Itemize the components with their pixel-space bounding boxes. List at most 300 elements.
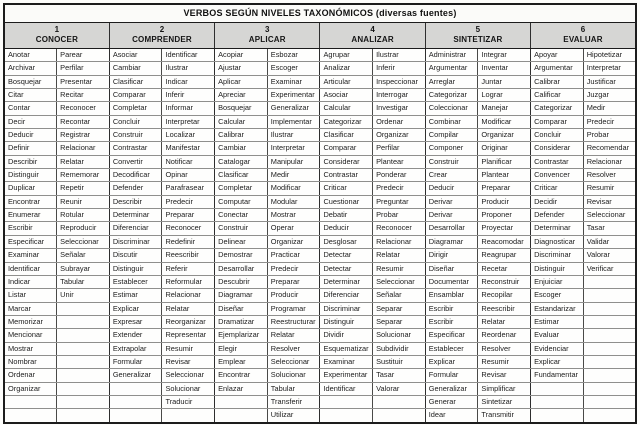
level-label: COMPRENDER (132, 35, 192, 44)
verb-cell: Estimar (109, 289, 162, 302)
verb-cell: Justificar (583, 75, 636, 88)
verb-cell: Ejemplarizar (215, 329, 268, 342)
verb-cell: Preparar (478, 182, 531, 195)
verb-cell: Escoger (267, 62, 320, 75)
verb-cell: Organizar (4, 382, 57, 395)
verb-cell: Traducir (162, 395, 215, 408)
verb-cell (583, 342, 636, 355)
verb-cell: Mencionar (4, 329, 57, 342)
verb-cell: Valorar (373, 382, 426, 395)
verb-row (4, 355, 636, 368)
verb-cell (583, 289, 636, 302)
verb-cell: Organizar (267, 235, 320, 248)
verb-cell: Anotar (4, 49, 57, 62)
verb-cell: Enlazar (215, 382, 268, 395)
verb-cell (162, 409, 215, 423)
verb-cell: Describir (4, 155, 57, 168)
verb-cell: Reconocer (162, 222, 215, 235)
verb-row (4, 75, 636, 88)
verb-cell: Solucionar (373, 329, 426, 342)
verb-cell (57, 329, 110, 342)
verb-cell: Parafrasear (162, 182, 215, 195)
verb-cell: Escribir (425, 302, 478, 315)
verb-cell: Reorganizar (162, 315, 215, 328)
verb-row (4, 369, 636, 382)
verb-cell: Elegir (215, 342, 268, 355)
verb-cell: Solucionar (267, 369, 320, 382)
verb-row (4, 182, 636, 195)
verb-cell: Considerar (531, 142, 584, 155)
verb-cell: Señalar (373, 289, 426, 302)
verb-cell: Demostrar (215, 249, 268, 262)
verb-cell: Unir (57, 289, 110, 302)
verb-row (4, 115, 636, 128)
verb-cell: Establecer (109, 275, 162, 288)
verb-cell: Generalizar (425, 382, 478, 395)
verb-cell: Verificar (583, 262, 636, 275)
verb-cell: Recopilar (478, 289, 531, 302)
verb-cell: Encontrar (4, 195, 57, 208)
verb-cell: Reescribir (162, 249, 215, 262)
verb-cell: Determinar (320, 275, 373, 288)
verb-cell: Manifestar (162, 142, 215, 155)
verb-cell (57, 382, 110, 395)
verb-row (4, 409, 636, 423)
verb-cell: Modificar (267, 182, 320, 195)
verb-cell: Resumir (162, 342, 215, 355)
level-number: 4 (370, 25, 375, 34)
verb-row (4, 142, 636, 155)
verb-cell: Programar (267, 302, 320, 315)
verb-cell: Manipular (267, 155, 320, 168)
verb-cell: Ajustar (215, 62, 268, 75)
verb-cell: Escribir (425, 315, 478, 328)
verb-cell: Descubrir (215, 275, 268, 288)
verb-cell: Escoger (531, 289, 584, 302)
verb-cell (583, 275, 636, 288)
verb-cell: Rememorar (57, 169, 110, 182)
verb-cell: Administrar (425, 49, 478, 62)
verb-cell: Experimentar (320, 369, 373, 382)
verb-cell: Representar (162, 329, 215, 342)
verb-cell: Predecir (162, 195, 215, 208)
verb-cell: Cambiar (109, 62, 162, 75)
verb-cell: Probar (373, 209, 426, 222)
verb-cell: Contrastar (109, 142, 162, 155)
verb-cell: Señalar (57, 249, 110, 262)
verb-cell (583, 369, 636, 382)
verb-cell: Mostrar (267, 209, 320, 222)
verb-cell (57, 342, 110, 355)
verb-cell: Contar (4, 102, 57, 115)
verb-cell: Desarrollar (425, 222, 478, 235)
verb-cell: Diagramar (425, 235, 478, 248)
verb-cell: Diagramar (215, 289, 268, 302)
verb-row (4, 89, 636, 102)
verb-row (4, 395, 636, 408)
verb-cell: Convertir (109, 155, 162, 168)
verb-cell: Compilar (425, 129, 478, 142)
level-header-evaluar (531, 23, 636, 49)
level-header-row (4, 23, 636, 49)
verb-cell: Bosquejar (215, 102, 268, 115)
verb-cell: Determinar (531, 222, 584, 235)
verb-cell: Esbozar (267, 49, 320, 62)
verb-cell: Interpretar (583, 62, 636, 75)
verb-cell: Decir (4, 115, 57, 128)
verb-cell: Desarrollar (215, 262, 268, 275)
level-header-aplicar (215, 23, 320, 49)
verb-cell (373, 395, 426, 408)
verb-cell: Repetir (57, 182, 110, 195)
verb-cell: Experimentar (267, 89, 320, 102)
verb-cell: Relacionar (583, 155, 636, 168)
verb-row (4, 275, 636, 288)
verb-cell: Analizar (320, 62, 373, 75)
verb-cell: Deducir (425, 182, 478, 195)
verb-cell: Criticar (531, 182, 584, 195)
verb-cell: Defender (531, 209, 584, 222)
verb-cell: Resolver (583, 169, 636, 182)
verb-cell: Decidir (531, 195, 584, 208)
verb-cell: Evaluar (531, 329, 584, 342)
verb-cell: Deducir (320, 222, 373, 235)
verb-cell: Distinguir (531, 262, 584, 275)
verb-cell: Ensamblar (425, 289, 478, 302)
verb-cell: Resumir (583, 182, 636, 195)
verb-cell (57, 355, 110, 368)
verb-cell: Predecir (583, 115, 636, 128)
verb-cell: Comparar (109, 89, 162, 102)
verb-cell: Diferenciar (109, 222, 162, 235)
verb-cell: Encontrar (215, 369, 268, 382)
verb-cell: Examinar (267, 75, 320, 88)
verb-cell: Contrastar (320, 169, 373, 182)
verb-cell: Conectar (215, 209, 268, 222)
verb-cell: Discriminar (531, 249, 584, 262)
verb-cell: Subdividir (373, 342, 426, 355)
verb-cell: Crear (425, 169, 478, 182)
verb-cell: Explicar (109, 302, 162, 315)
verb-cell: Producir (267, 289, 320, 302)
verb-cell: Indicar (162, 75, 215, 88)
verb-cell: Determinar (109, 209, 162, 222)
verb-cell: Relatar (162, 302, 215, 315)
verb-cell: Probar (583, 129, 636, 142)
verb-cell: Proponer (478, 209, 531, 222)
verb-cell: Revisar (583, 195, 636, 208)
verb-cell: Reacomodar (478, 235, 531, 248)
verb-cell: Ordenar (373, 115, 426, 128)
verb-cell: Valorar (583, 249, 636, 262)
verb-cell (583, 355, 636, 368)
verb-row (4, 49, 636, 62)
verb-cell: Decodificar (109, 169, 162, 182)
verb-cell: Distinguir (109, 262, 162, 275)
verb-cell: Completar (109, 102, 162, 115)
verb-cell (531, 409, 584, 423)
level-label: APLICAR (248, 35, 286, 44)
verb-row (4, 289, 636, 302)
verb-cell: Dirigir (425, 249, 478, 262)
verb-cell (583, 409, 636, 423)
verb-row (4, 315, 636, 328)
verb-cell: Solucionar (162, 382, 215, 395)
table-title: VERBOS SEGÚN NIVELES TAXONÓMICOS (diversas fuentes) (4, 4, 636, 23)
level-label: ANALIZAR (351, 35, 394, 44)
verb-cell: Diseñar (425, 262, 478, 275)
verb-cell: Contrastar (531, 155, 584, 168)
verb-cell: Modificar (478, 115, 531, 128)
verb-cell: Construir (109, 129, 162, 142)
verb-cell: Listar (4, 289, 57, 302)
verb-cell: Transferir (267, 395, 320, 408)
verb-cell (57, 395, 110, 408)
verb-cell: Parear (57, 49, 110, 62)
verb-cell: Mostrar (4, 342, 57, 355)
verb-cell (583, 395, 636, 408)
verb-cell: Enumerar (4, 209, 57, 222)
verb-cell: Nombrar (4, 355, 57, 368)
verb-cell: Asociar (320, 89, 373, 102)
verb-cell: Clasificar (215, 169, 268, 182)
verb-cell: Formular (425, 369, 478, 382)
verb-cell: Tasar (583, 222, 636, 235)
verb-cell: Diagnosticar (531, 235, 584, 248)
verb-cell: Opinar (162, 169, 215, 182)
verb-cell: Archivar (4, 62, 57, 75)
level-header-analizar (320, 23, 425, 49)
verb-cell: Construir (425, 155, 478, 168)
verb-cell: Asociar (109, 49, 162, 62)
verb-cell: Especificar (4, 235, 57, 248)
verb-cell: Estandarizar (531, 302, 584, 315)
level-number: 6 (580, 25, 586, 34)
verb-cell: Articular (320, 75, 373, 88)
level-header-sintetizar (425, 23, 530, 49)
verb-cell (4, 409, 57, 423)
verb-cell: Apoyar (531, 49, 584, 62)
verb-cell: Revisar (478, 369, 531, 382)
verb-cell: Calcular (320, 102, 373, 115)
verb-cell: Preparar (162, 209, 215, 222)
verb-cell: Operar (267, 222, 320, 235)
verb-cell: Reestructurar (267, 315, 320, 328)
verb-cell: Integrar (478, 49, 531, 62)
verb-cell: Inferir (162, 89, 215, 102)
verb-cell: Criticar (320, 182, 373, 195)
verb-cell: Utilizar (267, 409, 320, 423)
verb-cell (57, 315, 110, 328)
verb-cell: Resumir (373, 262, 426, 275)
verb-cell: Resolver (267, 342, 320, 355)
verb-cell: Perfilar (57, 62, 110, 75)
verb-row (4, 195, 636, 208)
verb-cell: Interpretar (267, 142, 320, 155)
verb-cell: Discriminar (320, 302, 373, 315)
verb-cell: Inventar (478, 62, 531, 75)
verb-cell (373, 409, 426, 423)
verb-cell: Ponderar (373, 169, 426, 182)
verb-cell: Detectar (320, 262, 373, 275)
verb-row (4, 129, 636, 142)
verb-cell: Organizar (478, 129, 531, 142)
verb-cell: Ilustrar (162, 62, 215, 75)
verb-cell: Evidenciar (531, 342, 584, 355)
verb-cell: Ilustrar (267, 129, 320, 142)
verb-cell: Escribir (4, 222, 57, 235)
verb-cell: Recomendar (583, 142, 636, 155)
verb-cell: Argumentar (425, 62, 478, 75)
level-label: SINTETIZAR (453, 35, 503, 44)
level-number: 1 (54, 25, 60, 34)
verb-cell: Relacionar (162, 289, 215, 302)
verb-cell: Diferenciar (320, 289, 373, 302)
level-label: CONOCER (35, 35, 79, 44)
verb-cell: Coleccionar (425, 102, 478, 115)
verb-cell: Reunir (57, 195, 110, 208)
verb-cell: Desglosar (320, 235, 373, 248)
verb-cell: Revisar (162, 355, 215, 368)
verb-cell: Recontar (57, 115, 110, 128)
verb-cell: Reconocer (57, 102, 110, 115)
verb-cell: Esquematizar (320, 342, 373, 355)
verb-cell: Juntar (478, 75, 531, 88)
verb-cell: Categorizar (531, 102, 584, 115)
verb-cell: Computar (215, 195, 268, 208)
verb-cell: Duplicar (4, 182, 57, 195)
verb-cell: Reformular (162, 275, 215, 288)
verb-cell: Notificar (162, 155, 215, 168)
verb-cell: Deducir (4, 129, 57, 142)
verb-cell: Reescribir (478, 302, 531, 315)
verb-cell (57, 409, 110, 423)
verb-cell: Implementar (267, 115, 320, 128)
verb-cell: Subrayar (57, 262, 110, 275)
verb-cell: Examinar (320, 355, 373, 368)
verb-cell: Formular (109, 355, 162, 368)
verb-cell: Enjuiciar (531, 275, 584, 288)
verb-cell: Indicar (4, 275, 57, 288)
verb-row (4, 209, 636, 222)
verb-cell: Argumentar (531, 62, 584, 75)
verb-row (4, 235, 636, 248)
level-header-comprender (109, 23, 214, 49)
verb-cell: Examinar (4, 249, 57, 262)
verb-cell: Recetar (478, 262, 531, 275)
verb-cell: Relatar (57, 155, 110, 168)
verb-cell: Fundamentar (531, 369, 584, 382)
verb-cell: Investigar (373, 102, 426, 115)
verb-cell: Redefinir (162, 235, 215, 248)
verb-cell: Derivar (425, 209, 478, 222)
verb-cell: Cambiar (215, 142, 268, 155)
verb-cell: Tabular (57, 275, 110, 288)
verb-cell: Perfilar (373, 142, 426, 155)
verb-cell: Acopiar (215, 49, 268, 62)
verb-cell: Reconstruir (478, 275, 531, 288)
level-label: EVALUAR (563, 35, 603, 44)
verb-row (4, 62, 636, 75)
title-row (4, 4, 636, 23)
taxonomy-verbs-table (3, 3, 637, 424)
verb-cell (583, 315, 636, 328)
verb-cell: Concluir (531, 129, 584, 142)
verb-cell: Juzgar (583, 89, 636, 102)
verb-cell: Extrapolar (109, 342, 162, 355)
verb-cell: Construir (215, 222, 268, 235)
verb-row (4, 102, 636, 115)
verb-cell: Categorizar (425, 89, 478, 102)
verb-cell: Separar (373, 315, 426, 328)
level-number: 3 (265, 25, 270, 34)
verb-row (4, 169, 636, 182)
verb-cell: Catalogar (215, 155, 268, 168)
verb-cell: Cuestionar (320, 195, 373, 208)
verb-cell: Derivar (425, 195, 478, 208)
verb-cell: Reconocer (373, 222, 426, 235)
verb-cell (4, 395, 57, 408)
verb-cell: Sustituir (373, 355, 426, 368)
verb-cell: Relatar (478, 315, 531, 328)
verb-cell: Generar (425, 395, 478, 408)
verb-cell: Comparar (320, 142, 373, 155)
verb-cell: Establecer (425, 342, 478, 355)
verb-cell: Calibrar (531, 75, 584, 88)
verbs-body (4, 49, 636, 423)
verb-cell: Discutir (109, 249, 162, 262)
verb-cell: Inspeccionar (373, 75, 426, 88)
verb-cell: Plantear (478, 169, 531, 182)
verb-row (4, 382, 636, 395)
verb-cell: Planificar (478, 155, 531, 168)
verb-cell: Clasificar (109, 75, 162, 88)
verb-cell: Agrupar (320, 49, 373, 62)
verb-cell: Discriminar (109, 235, 162, 248)
verb-cell (531, 382, 584, 395)
verb-row (4, 302, 636, 315)
verb-cell: Plantear (373, 155, 426, 168)
verb-cell (109, 409, 162, 423)
verb-cell: Generalizar (267, 102, 320, 115)
verb-cell: Seleccionar (162, 369, 215, 382)
verb-cell: Registrar (57, 129, 110, 142)
verb-cell: Estimar (531, 315, 584, 328)
verb-cell: Ilustrar (373, 49, 426, 62)
verb-cell: Inferir (373, 62, 426, 75)
verb-cell: Componer (425, 142, 478, 155)
verb-cell: Relacionar (57, 142, 110, 155)
verb-cell: Distinguir (4, 169, 57, 182)
verb-cell (215, 395, 268, 408)
verb-cell: Calificar (531, 89, 584, 102)
verb-cell: Presentar (57, 75, 110, 88)
verb-cell: Definir (4, 142, 57, 155)
verb-cell: Rotular (57, 209, 110, 222)
verb-cell: Interpretar (162, 115, 215, 128)
verb-cell: Resumir (478, 355, 531, 368)
verb-cell: Ordenar (4, 369, 57, 382)
level-number: 2 (159, 25, 165, 34)
verb-cell: Relatar (373, 249, 426, 262)
verb-cell: Hipotetizar (583, 49, 636, 62)
verb-cell: Recitar (57, 89, 110, 102)
verb-cell: Identificar (4, 262, 57, 275)
verb-cell: Relatar (267, 329, 320, 342)
verb-cell: Reordenar (478, 329, 531, 342)
verb-row (4, 262, 636, 275)
verb-cell (320, 409, 373, 423)
